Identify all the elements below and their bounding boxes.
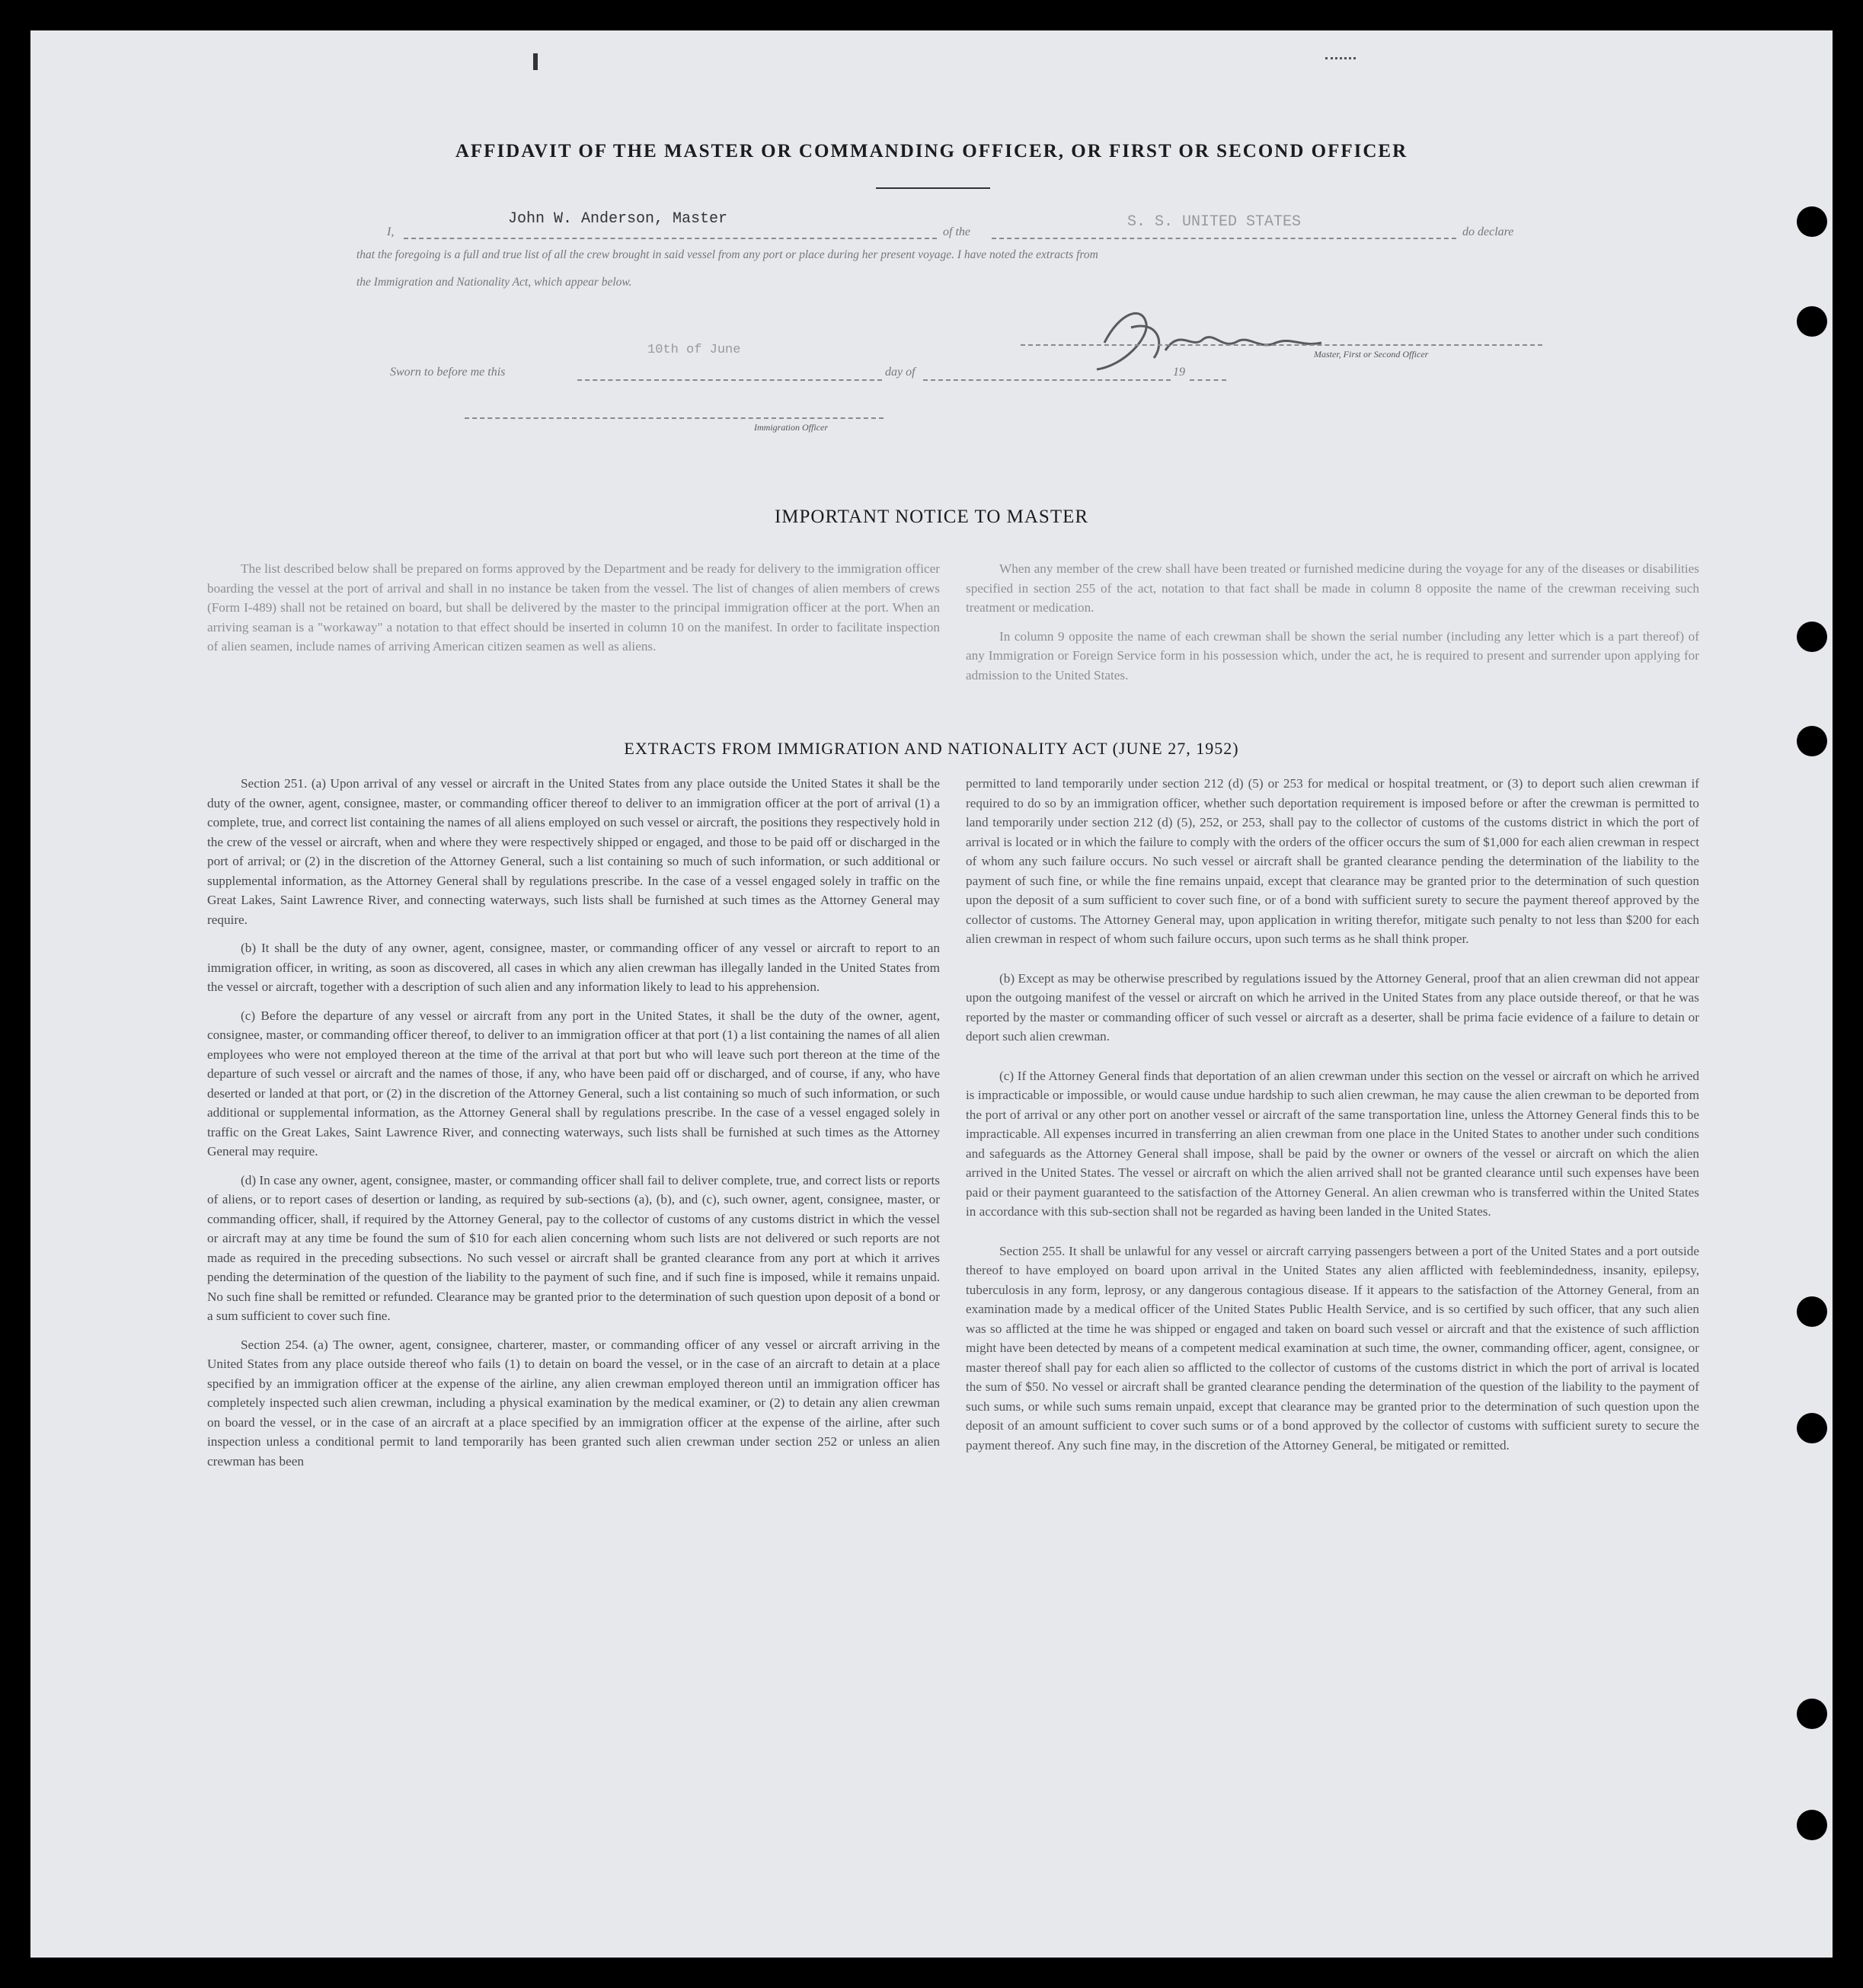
master-signature <box>1051 297 1493 381</box>
declaration-line-1: that the foregoing is a full and true list of all the crew brought in said vessel from any port or place during her present voyage. I have noted the extracts from <box>356 248 1098 261</box>
section-254-a-continued: permitted to land temporarily under section 212 (d) (5) or 253 for medical or hospital treatment, or (3) to deport such alien crewman if required to do so by an immigration officer, whether such deportation requirement is imposed before or after the crewman is permitted to land temporarily under section 212 (d) (5), 252, or 253, shall pay to the collector of customs of the customs district in which the port of arrival is located or in which the failure to comply with the orders of the officer occurs the sum of $1,000 for each alien crewman in respect of whom any such failure occurs. No such vessel or aircraft shall be granted clearance pending the determination of the liability to the payment of such fine, or while the fine remains unpaid, except that clearance may be granted prior to the determination of such question upon the deposit of a sum sufficient to cover such fine, or of a bond with sufficient surety to secure the payment thereof approved by the collector of customs. The Attorney General may, upon application in writing therefor, mitigate such penalty to not less than $200 for each alien crewman in respect of whom such failure occurs, upon such terms as he shall think proper. <box>966 776 1699 946</box>
document-page <box>30 30 1833 1958</box>
punch-hole <box>1797 1699 1827 1729</box>
top-mark-right <box>1325 57 1356 59</box>
vessel-name-field <box>992 238 1456 239</box>
top-mark-left <box>533 53 538 70</box>
officer-signature-line <box>465 417 884 419</box>
sworn-day-value: 10th of June <box>647 343 741 357</box>
notice-left-column <box>207 559 940 666</box>
sworn-day-field <box>577 379 882 381</box>
line-prefix-i: I, <box>387 225 395 238</box>
vessel-name-value: S. S. UNITED STATES <box>1127 213 1302 231</box>
of-the-label: of the <box>943 225 970 238</box>
declaration-line-2: the Immigration and Nationality Act, which appear below. <box>356 276 632 289</box>
extracts-right-column <box>966 774 1699 1464</box>
section-254-a: Section 254. (a) The owner, agent, consignee, charterer, master, or commanding officer of any vessel or aircraft arriving in the United States from any place outside thereof who fails (1) to detain on board the vessel, or in the case of an aircraft to detain at a place specified by an immigration officer at the expense of the airline, any alien crewman employed thereon until an immigration officer has completely inspected such alien crewman, including a physical examination by the medical examiner, or (2) to detain any alien crewman on board the vessel, or in the case of an aircraft at a place specified by an immigration officer at the expense of the airline, after such inspection unless a conditional permit to land temporarily has been granted such alien crewman under section 252 or unless an alien crewman has been <box>207 1337 940 1469</box>
title-rule <box>876 187 990 189</box>
year-prefix: 19 <box>1173 366 1185 379</box>
month-field <box>923 379 1171 381</box>
extracts-left-column <box>207 774 940 1480</box>
punch-hole <box>1797 1413 1827 1443</box>
punch-hole <box>1797 206 1827 237</box>
section-255: Section 255. It shall be unlawful for any vessel or aircraft carrying passengers between a port of the United States and a port outside thereof to have employed on board upon arrival in the United States any alien afflicted with feeblemindedness, insanity, epilepsy, tuberculosis in any form, leprosy, or any dangerous contagious disease. If it appears to the satisfaction of the Attorney General, from an examination made by a medical officer of the United States Public Health Service, and is so certified by such officer, that any such alien was so afflicted at the time he was shipped or engaged and taken on board such vessel or aircraft and that the existence of such affliction might have been detected by means of a competent medical examination at such time, the owner, commanding officer, agent, consignee, or master thereof shall pay for each alien so afflicted to the collector of customs of the customs district in which the port of arrival is located the sum of $50. No vessel or aircraft shall be granted clearance pending the determination of the question of the liability to the payment of such sums, or while such sums remain unpaid, except that clearance may be granted prior to the determination of such question upon the deposit of an amount sufficient to cover such sums or of a bond approved by the collector of customs with sufficient surety to secure the payment thereof. Any such fine may, in the discretion of the Attorney General, be mitigated or remitted. <box>966 1243 1699 1453</box>
notice-right-paragraph-1: When any member of the crew shall have been treated or furnished medicine during the voyage for any of the diseases or disabilities specified in section 255 of the act, notation to that fact shall be made in column 8 opposite the name of the crewman receiving such treatment or medication. <box>966 561 1699 615</box>
notice-right-paragraph-2: In column 9 opposite the name of each crewman shall be shown the serial number (including any letter which is a part thereof) of any Immigration or Foreign Service form in his possession which, under the act, he is required to present and surrender upon applying for admission to the United States. <box>966 628 1699 682</box>
punch-hole <box>1797 1296 1827 1327</box>
extracts-title: EXTRACTS FROM IMMIGRATION AND NATIONALITY ACT (JUNE 27, 1952) <box>624 739 1239 758</box>
do-declare-label: do declare <box>1462 225 1514 238</box>
section-251-a: Section 251. (a) Upon arrival of any vessel or aircraft in the United States from any place outside the United States it shall be the duty of the owner, agent, consignee, master, or commanding officer thereof to deliver to an immigration officer at the port of arrival (1) a complete, true, and correct list containing the names of all aliens employed on such vessel or aircraft, the positions they respectively hold in the crew of the vessel or aircraft, when and where they were respectively shipped or engaged, and those to be paid off or discharged in the port of arrival; or (2) in the discretion of the Attorney General, such a list containing so much of such information, or such additional or supplemental information, as the Attorney General shall by regulations prescribe. In the case of a vessel engaged solely in traffic on the Great Lakes, Saint Lawrence River, and connecting waterways, such lists shall be furnished at such times as the Attorney General may require. <box>207 776 940 927</box>
notice-right-column <box>966 559 1699 694</box>
section-254-b: (b) Except as may be otherwise prescribed by regulations issued by the Attorney General, proof that an alien crewman did not appear upon the outgoing manifest of the vessel or aircraft on which he arrived in the United States from any place outside thereof, or that he was reported by the master or commanding officer of such vessel or aircraft as a deserter, shall be prima facie evidence of a failure to detain or deport such alien crewman. <box>966 970 1699 1044</box>
master-name-value: John W. Anderson, Master <box>508 210 728 228</box>
section-251-c: (c) Before the departure of any vessel or aircraft from any port in the United States, it shall be the duty of the owner, agent, consignee, master, or commanding officer thereof, to deliver to an immigration officer at that port (1) a list containing the names of all alien employees who were not employed thereon at the time of the arrival at that port but who will leave such port thereon at the time of the departure of such vessel or aircraft and the names of those, if any, who have been paid off or discharged, and of course, if any, who have deserted or landed at that port, or (2) in the discretion of the Attorney General, such a list containing so much of such information, or such additional or supplemental information, as the Attorney General shall by regulations prescribe. In the case of a vessel engaged solely in traffic on the Great Lakes, Saint Lawrence River, and connecting waterways, such lists shall be furnished at such times as the Attorney General may require. <box>207 1008 940 1159</box>
punch-hole <box>1797 306 1827 337</box>
year-field <box>1190 379 1226 381</box>
notice-title: IMPORTANT NOTICE TO MASTER <box>774 507 1089 527</box>
signature-line <box>1021 344 1542 346</box>
sworn-prefix: Sworn to before me this <box>390 366 506 379</box>
section-251-b: (b) It shall be the duty of any owner, agent, consignee, master, or commanding officer of any vessel or aircraft to report to an immigration officer, in writing, as soon as discovered, all cases in which any alien crewman has illegally landed in the United States from the vessel or aircraft, together with a description of such alien and any information likely to lead to his apprehension. <box>207 941 940 994</box>
officer-caption: Immigration Officer <box>754 422 828 433</box>
punch-hole <box>1797 1810 1827 1840</box>
day-of-label: day of <box>885 366 916 379</box>
section-254-c: (c) If the Attorney General finds that deportation of an alien crewman under this section on the vessel or aircraft on which he arrived is impracticable or impossible, or would cause undue hardship to such alien crewman, he may cause the alien crewman to be deported from the port of arrival or any other port on another vessel or aircraft of the same transportation line, unless the Attorney General finds this to be impracticable. All expenses incurred in transferring an alien crewman from one place in the United States to another under such conditions and safeguards as the Attorney General shall impose, shall be paid by the owner or owners of the vessel or aircraft on which the alien arrived in the United States. The vessel or aircraft on which the alien arrived shall not be granted clearance until such expenses have been paid or their payment guaranteed to the satisfaction of the Attorney General. An alien crewman who is transferred within the United States in accordance with this sub-section shall not be regarded as having been landed in the United States. <box>966 1068 1699 1219</box>
master-name-field <box>404 238 937 239</box>
punch-hole <box>1797 622 1827 652</box>
notice-left-paragraph: The list described below shall be prepared on forms approved by the Department and be ready for delivery to the immigration officer boarding the vessel at the port of arrival and shall in no instance be taken from the vessel. The list of changes of alien members of crews (Form I-489) shall not be retained on board, but shall be delivered by the master to the principal immigration officer at the port. When an arriving seaman is a "workaway" a notation to that effect should be inserted in column 10 on the manifest. In order to facilitate inspection of alien seamen, include names of arriving American citizen seamen as well as aliens. <box>207 561 940 654</box>
section-251-d: (d) In case any owner, agent, consignee, master, or commanding officer shall fail to deliver complete, true, and correct lists or reports of aliens, or to report cases of desertion or landing, as required by sub-sections (a), (b), and (c), such owner, agent, consignee, master, or commanding officer, shall, if required by the Attorney General, pay to the collector of customs of any customs district in which the vessel or aircraft may at any time be found the sum of $10 for each alien concerning whom such lists are not delivered or such reports are not made as required in the preceding subsections. No such vessel or aircraft shall be granted clearance from any port at which it arrives pending the determination of the question of the liability to the payment of such fine, and if such fine is imposed, while it remains unpaid. No such fine shall be remitted or refunded. Clearance may be granted prior to the determination of such question upon deposit of a bond or a sum sufficient to cover such fine. <box>207 1172 940 1323</box>
affidavit-title: AFFIDAVIT OF THE MASTER OR COMMANDING OFFICER, OR FIRST OR SECOND OFFICER <box>455 141 1408 161</box>
signature-caption: Master, First or Second Officer <box>1314 349 1429 360</box>
